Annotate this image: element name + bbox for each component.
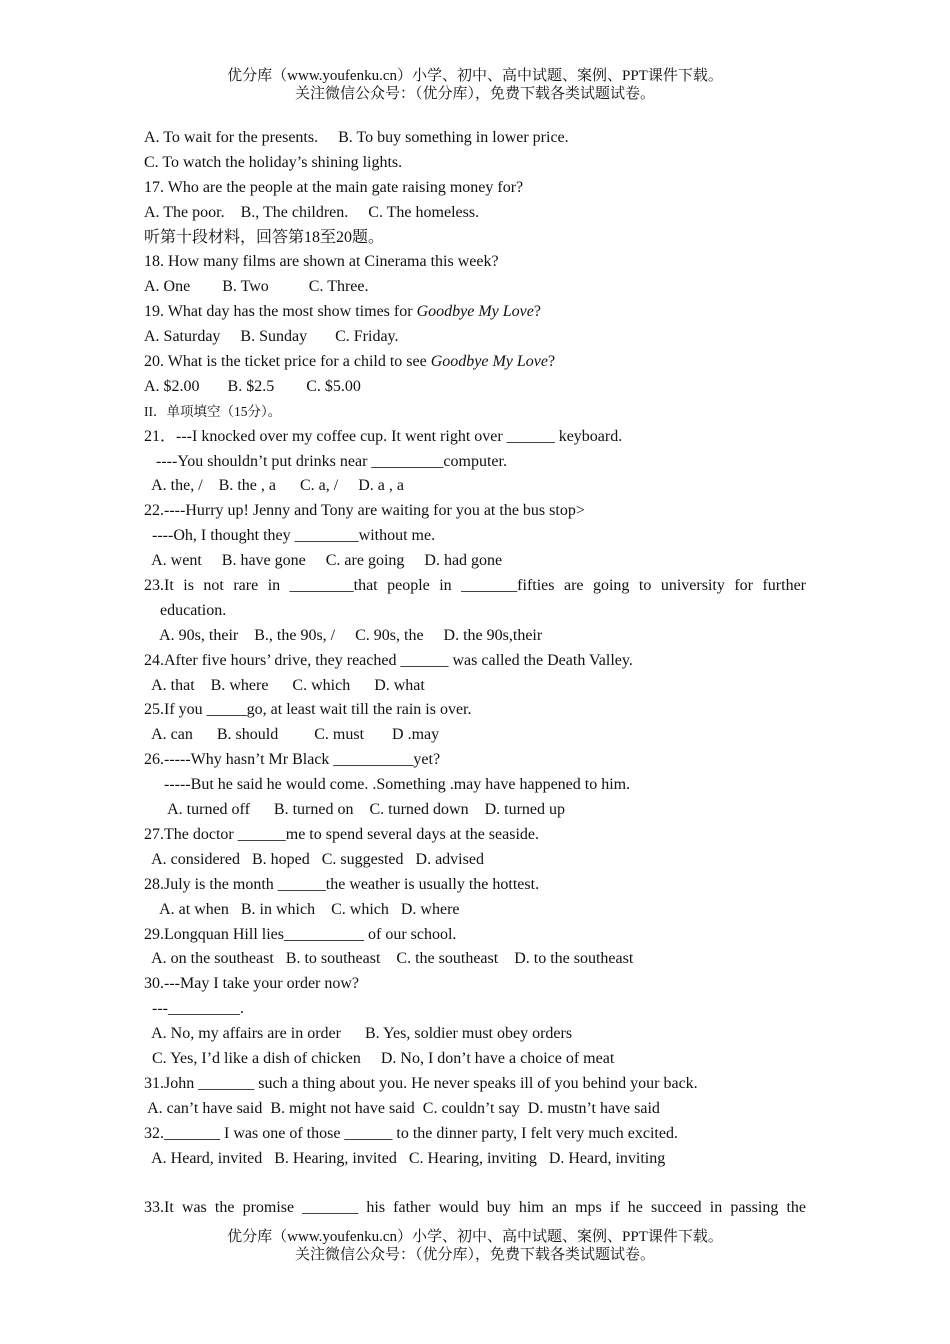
q16-options-line-2: C. To watch the holiday’s shining lights. bbox=[144, 153, 403, 171]
blank-line bbox=[144, 1171, 806, 1196]
question-17: 17. Who are the people at the main gate raising money for? bbox=[144, 178, 524, 196]
q25-options: A. can B. should C. must D .may bbox=[144, 726, 440, 744]
q30-options-line-1: A. No, my affairs are in order B. Yes, soldier must obey orders bbox=[144, 1025, 573, 1043]
q20-end: ? bbox=[548, 353, 556, 371]
question-18: 18. How many films are shown at Cinerama this week? bbox=[144, 253, 499, 271]
q24-options: A. that B. where C. which D. what bbox=[144, 676, 425, 694]
question-21-reply: ----You shouldn’t put drinks near _________computer. bbox=[144, 452, 507, 470]
q19-options: A. Saturday B. Sunday C. Friday. bbox=[144, 328, 399, 346]
question-28: 28.July is the month ______the weather is usually the hottest. bbox=[144, 875, 540, 893]
question-30: 30.---May I take your order now? bbox=[144, 975, 360, 993]
q20-film-title: Goodbye My Love bbox=[430, 353, 549, 371]
question-23-cont: education. bbox=[144, 601, 227, 619]
question-19 bbox=[144, 300, 806, 325]
header-line-2: 关注微信公众号：（优分库），免费下载各类试题试卷。 bbox=[294, 86, 655, 102]
q17-options: A. The poor. B., The children. C. The homeless. bbox=[144, 203, 480, 221]
question-31: 31.John _______ such a thing about you. He never speaks ill of you behind your back. bbox=[144, 1074, 698, 1092]
question-23: 23.It is not rare in ________that people in _______fifties are going to university for further bbox=[144, 577, 806, 595]
q16-options-line-1: A. To wait for the presents. B. To buy something in lower price. bbox=[144, 129, 569, 146]
question-24: 24.After five hours’ drive, they reached ______ was called the Death Valley. bbox=[144, 651, 633, 669]
section-2-heading: II．单项填空（15分）。 bbox=[144, 403, 282, 419]
q26-options: A. turned off B. turned on C. turned down D. turned up bbox=[144, 801, 565, 819]
question-26-reply: -----But he said he would come. .Something .may have happened to him. bbox=[144, 776, 631, 794]
q19-text: 19. What day has the most show times for bbox=[144, 303, 417, 321]
q27-options: A. considered B. hoped C. suggested D. advised bbox=[144, 850, 484, 868]
q20-text: 20. What is the ticket price for a child to see bbox=[144, 353, 431, 371]
page-footer bbox=[0, 1228, 950, 1264]
question-33: 33.It was the promise _______ his father would buy him an mps if he succeed in passing the bbox=[144, 1199, 806, 1217]
header-line-1: 优分库（www.youfenku.cn）小学、初中、高中试题、案例、PPT课件下载。 bbox=[227, 68, 723, 84]
question-21: 21．---I knocked over my coffee cup. It went right over ______ keyboard. bbox=[144, 427, 623, 445]
q19-film-title: Goodbye My Love bbox=[416, 303, 534, 321]
question-30-reply: ---_________. bbox=[144, 1000, 244, 1018]
question-22: 22.----Hurry up! Jenny and Tony are waiting for you at the bus stop> bbox=[144, 502, 585, 520]
question-20 bbox=[144, 350, 806, 375]
question-26: 26.-----Why hasn’t Mr Black __________yet? bbox=[144, 751, 441, 769]
q28-options: A. at when B. in which C. which D. where bbox=[144, 900, 460, 918]
q29-options: A. on the southeast B. to southeast C. the southeast D. to the southeast bbox=[144, 950, 634, 968]
footer-line-1: 优分库（www.youfenku.cn）小学、初中、高中试题、案例、PPT课件下载。 bbox=[227, 1229, 723, 1245]
q21-options: A. the, / B. the , a C. a, / D. a , a bbox=[144, 477, 404, 495]
question-29: 29.Longquan Hill lies__________ of our school. bbox=[144, 925, 457, 943]
question-25: 25.If you _____go, at least wait till the rain is over. bbox=[144, 701, 472, 719]
q23-options: A. 90s, their B., the 90s, / C. 90s, the D. the 90s,their bbox=[144, 626, 543, 644]
q20-options: A. $2.00 B. $2.5 C. $5.00 bbox=[144, 377, 361, 395]
question-22-reply: ----Oh, I thought they ________without me. bbox=[144, 527, 436, 545]
q22-options: A. went B. have gone C. are going D. had gone bbox=[144, 552, 503, 570]
document-body bbox=[144, 126, 806, 1221]
question-32: 32._______ I was one of those ______ to the dinner party, I felt very much excited. bbox=[144, 1124, 678, 1142]
q31-options: A. can’t have said B. might not have said C. couldn’t say D. mustn’t have said bbox=[144, 1099, 660, 1117]
q30-options-line-2: C. Yes, I’d like a dish of chicken D. No, I don’t have a choice of meat bbox=[144, 1049, 615, 1067]
footer-line-2: 关注微信公众号：（优分库），免费下载各类试题试卷。 bbox=[294, 1247, 655, 1263]
q18-options: A. One B. Two C. Three. bbox=[144, 278, 369, 296]
q32-options: A. Heard, invited B. Hearing, invited C. Hearing, inviting D. Heard, inviting bbox=[144, 1149, 666, 1167]
question-27: 27.The doctor ______me to spend several days at the seaside. bbox=[144, 825, 539, 843]
page-header bbox=[0, 67, 950, 103]
q19-end: ? bbox=[533, 303, 541, 321]
section-instruction: 听第十段材料，回答第18至20题。 bbox=[144, 228, 385, 246]
